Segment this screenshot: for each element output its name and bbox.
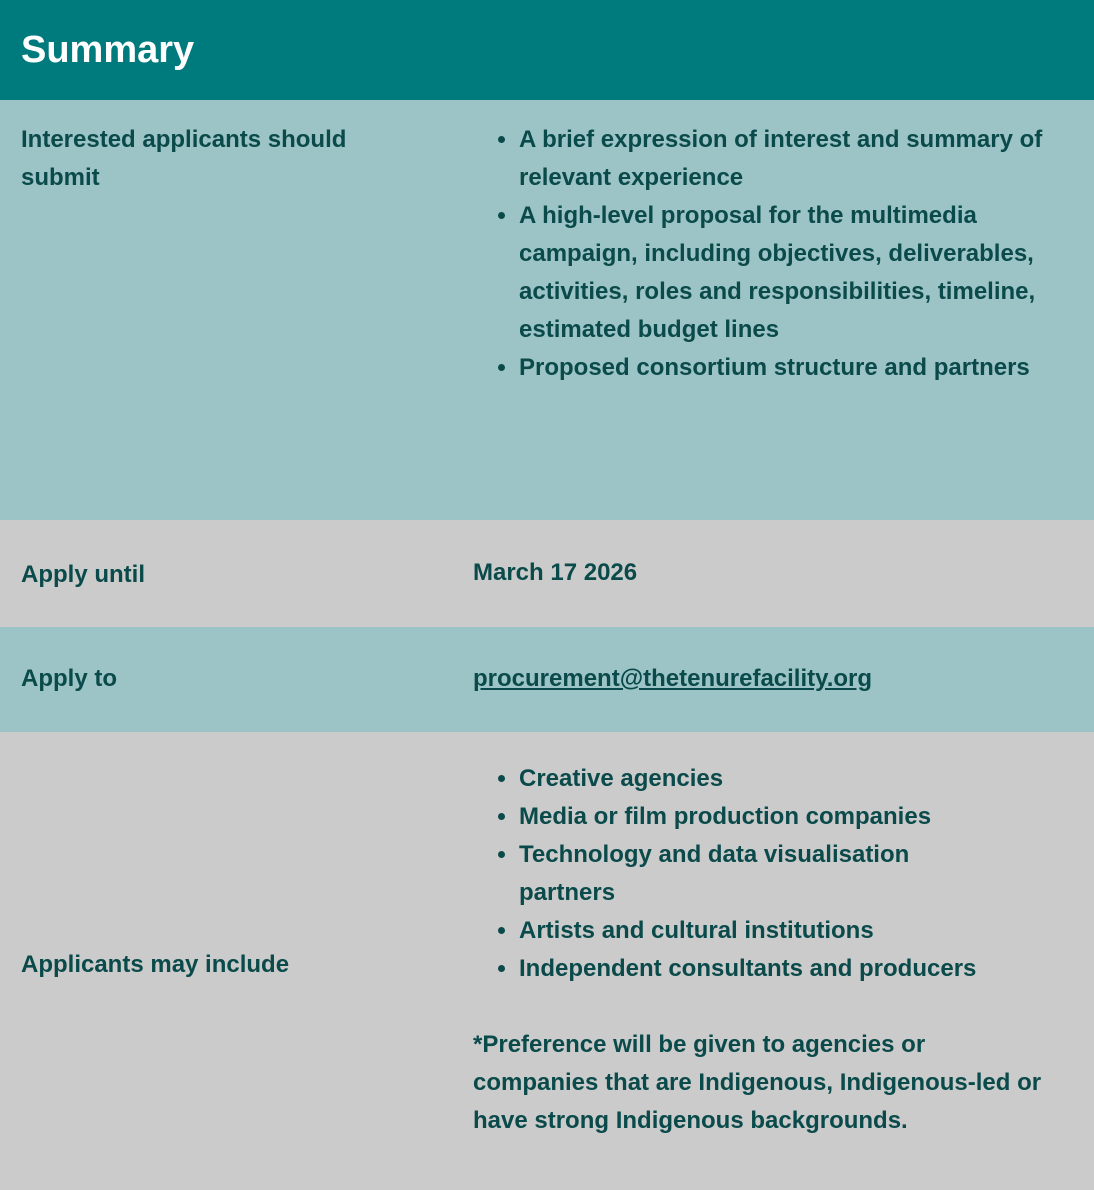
applicant-types-list xyxy=(473,760,1073,988)
email-link-wrap xyxy=(473,660,1073,698)
preference-note: *Preference will be given to agencies or companies that are Indigenous, Indigenous-led or have strong Indigenous backgrounds. xyxy=(473,1031,1042,1134)
list-item: • Media or film production companies xyxy=(519,798,1073,836)
list-item: • Artists and cultural institutions xyxy=(519,912,1073,950)
summary-header xyxy=(0,0,1094,100)
row-label: Apply until xyxy=(21,561,145,588)
row-applicants-may-include xyxy=(0,732,1094,1190)
row-value xyxy=(473,760,1073,1140)
row-interested-applicants xyxy=(0,100,1094,520)
list-item: • Creative agencies xyxy=(519,760,1073,798)
row-apply-until xyxy=(0,520,1094,627)
row-label: Interested applicants should submit xyxy=(21,126,347,191)
list-item: • A high-level proposal for the multimedia campaign, including objectives, deliverables, activities, roles and responsibilities, timeline, estimated budget lines xyxy=(519,197,1053,349)
row-apply-to xyxy=(0,627,1094,732)
list-item: • Proposed consortium structure and partners xyxy=(519,349,1053,387)
row-label: Apply to xyxy=(21,665,117,692)
list-item: • A brief expression of interest and summary of relevant experience xyxy=(519,121,1053,197)
row-value xyxy=(473,121,1053,387)
page-title: Summary xyxy=(21,28,195,71)
deadline-value: March 17 2026 xyxy=(473,559,638,586)
email-link[interactable]: procurement@thetenurefacility.org xyxy=(473,665,873,692)
list-item: • Technology and data visualisation partners xyxy=(519,836,1073,912)
submission-list xyxy=(473,121,1053,387)
row-label: Applicants may include xyxy=(21,951,290,978)
list-item: • Independent consultants and producers xyxy=(519,950,1073,988)
